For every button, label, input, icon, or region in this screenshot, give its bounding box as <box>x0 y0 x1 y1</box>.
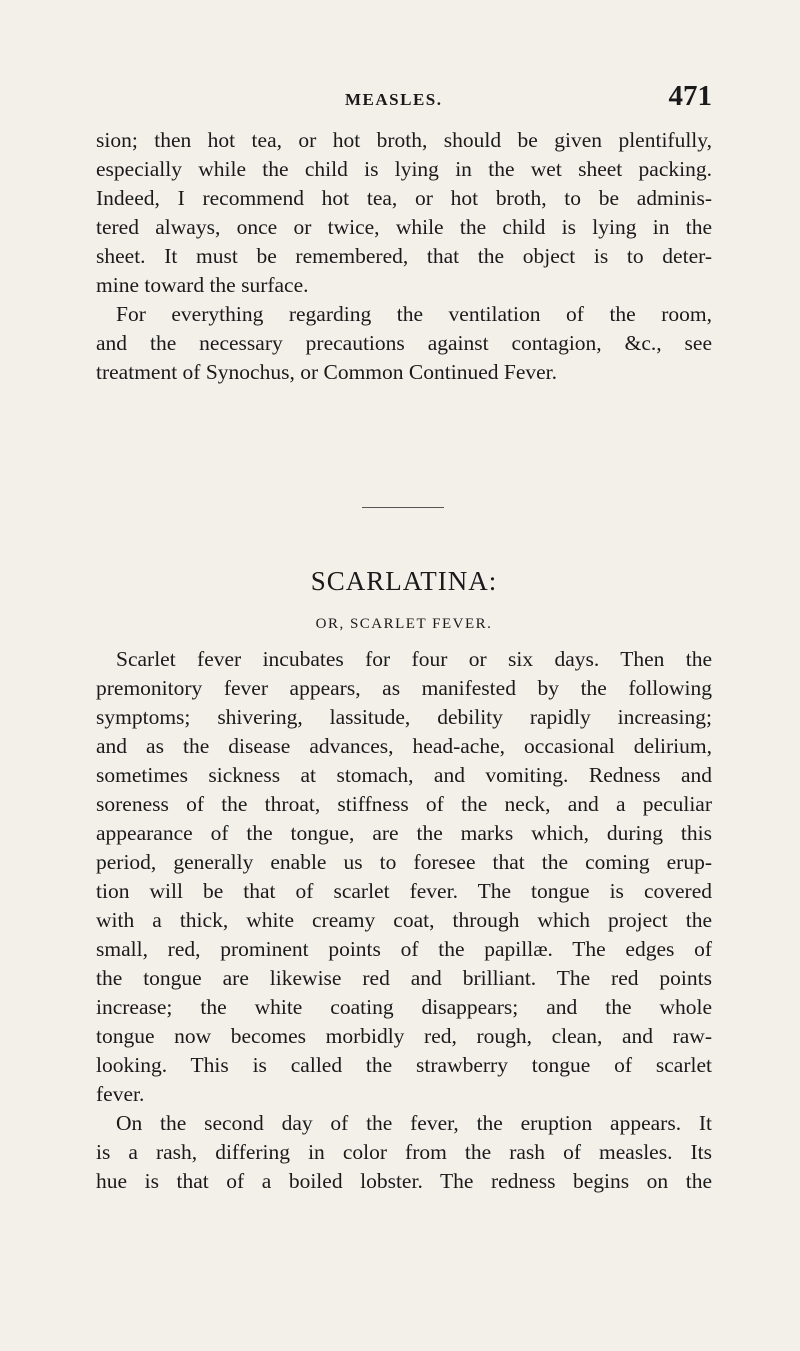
text-line: tongue now becomes morbidly red, rough, clean, and raw- <box>96 1024 712 1048</box>
text-line: Scarlet fever incubates for four or six days. Then the <box>116 647 712 671</box>
text-line: the tongue are likewise red and brilliant. The red points <box>96 966 712 990</box>
running-head <box>0 78 712 114</box>
page-number: 471 <box>668 80 712 112</box>
text-line: and as the disease advances, head-ache, occasional delirium, <box>96 734 712 758</box>
text-line: looking. This is called the strawberry tongue of scarlet <box>96 1053 712 1077</box>
running-head-title: MEASLES. <box>345 90 443 109</box>
text-line: treatment of Synochus, or Common Continued Fever. <box>96 360 558 384</box>
text-line: tered always, once or twice, while the child is lying in the <box>96 215 712 239</box>
text-line: with a thick, white creamy coat, through which project the <box>96 908 712 932</box>
text-line: and the necessary precautions against contagion, &c., see <box>96 331 712 355</box>
text-line: premonitory fever appears, as manifested by the following <box>96 676 712 700</box>
text-line: tion will be that of scarlet fever. The tongue is covered <box>96 879 712 903</box>
text-line: hue is that of a boiled lobster. The redness begins on the <box>96 1169 712 1193</box>
section-divider <box>362 507 444 508</box>
section-title: SCARLATINA: <box>310 566 498 596</box>
text-line: mine toward the surface. <box>96 273 309 297</box>
text-line: On the second day of the fever, the eruption appears. It <box>116 1111 712 1135</box>
text-line: sheet. It must be remembered, that the object is to deter- <box>96 244 712 268</box>
text-line: For everything regarding the ventilation of the room, <box>116 302 712 326</box>
text-line: sion; then hot tea, or hot broth, should be given plentifully, <box>96 128 712 152</box>
text-line: appearance of the tongue, are the marks which, during this <box>96 821 712 845</box>
text-line: period, generally enable us to foresee that the coming erup- <box>96 850 712 874</box>
text-line: especially while the child is lying in the wet sheet packing. <box>96 157 712 181</box>
section-subtitle: OR, SCARLET FEVER. <box>315 616 493 632</box>
text-line: fever. <box>96 1082 145 1106</box>
text-line: soreness of the throat, stiffness of the neck, and a peculiar <box>96 792 712 816</box>
text-line: increase; the white coating disappears; and the whole <box>96 995 712 1019</box>
text-line: symptoms; shivering, lassitude, debility rapidly increasing; <box>96 705 712 729</box>
text-line: is a rash, differing in color from the rash of measles. Its <box>96 1140 712 1164</box>
text-line: small, red, prominent points of the papillæ. The edges of <box>96 937 712 961</box>
text-line: sometimes sickness at stomach, and vomiting. Redness and <box>96 763 712 787</box>
text-line: Indeed, I recommend hot tea, or hot broth, to be adminis- <box>96 186 712 210</box>
